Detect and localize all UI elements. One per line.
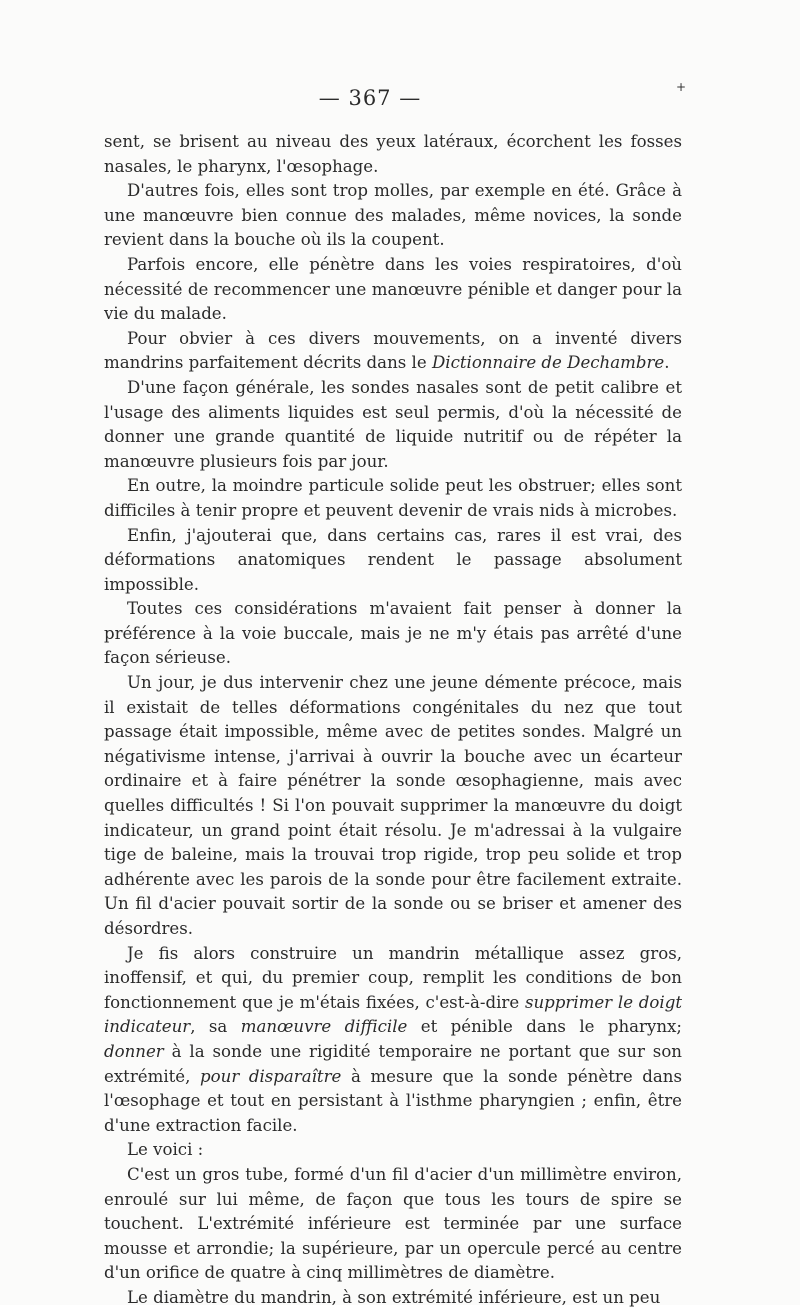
paragraph: Un jour, je dus intervenir chez une jeune démente précoce, mais il existait de telles déformations congénitales du nez que tout passage était impossible, même avec de petites sondes. Malgré un négativisme intense, j'arrivai à ouvrir la bouche avec un écarteur ordinaire et à faire pénétrer la sonde œsophagienne, mais avec quelles difficultés ! Si l'on pouvait supprimer la manœuvre du doigt indicateur, un grand point était résolu. Je m'adressai à la vulgaire tige de baleine, mais la trouvai trop rigide, trop peu solide et trop adhérente avec les parois de la sonde pour être facilement extraite. Un fil d'acier pouvait sortir de la sonde ou se briser et amener des désordres. bbox=[104, 673, 682, 938]
paragraph: Pour obvier à ces divers mouvements, on a inventé divers mandrins parfaitement décrits dans le Dictionnaire de Dechambre. bbox=[104, 328, 682, 373]
italic-phrase: pour disparaître bbox=[200, 1066, 342, 1086]
paragraph: Parfois encore, elle pénètre dans les voies respiratoires, d'où nécessité de recommencer une manœuvre pénible et danger pour la vie du malade. bbox=[104, 254, 682, 324]
paragraph: Le diamètre du mandrin, à son extrémité inférieure, est un peu bbox=[127, 1287, 661, 1307]
paragraph: En outre, la moindre particule solide peut les obstruer; elles sont difficiles à tenir propre et peuvent devenir de vrais nids à microbes. bbox=[104, 476, 682, 520]
italic-title: Dictionnaire de Dechambre bbox=[431, 353, 665, 373]
paragraph: Je fis alors construire un mandrin métallique assez gros, inoffensif, et qui, du premier coup, remplit les conditions de bon fonctionnement que je m'étais fixées, c'est-à-dire supprimer le doigt indicateur, sa manœuvre difficile et pénible dans le pharynx; donner à la sonde une rigidité temporaire ne portant que sur son extrémité, pour disparaître à mesure que la sonde pénètre dans l'œsophage et tout en persistant à l'isthme pharyngien ; enfin, être d'une extraction facile. bbox=[104, 943, 682, 1135]
italic-phrase: supprimer le doigt indicateur bbox=[104, 992, 682, 1037]
paragraph: D'une façon générale, les sondes nasales sont de petit calibre et l'usage des aliments liquides est seul permis, d'où la nécessité de donner une grande quantité de liquide nutritif ou de répéter la manœuvre plusieurs fois par jour. bbox=[104, 377, 682, 471]
paragraph: Le voici : bbox=[127, 1140, 204, 1160]
paragraph: C'est un gros tube, formé d'un fil d'acier d'un millimètre environ, enroulé sur lui même, de façon que tous les tours de spire se touchent. L'extrémité inférieure est terminée par une surface mousse et arrondie; la supérieure, par un opercule percé au centre d'un orifice de quatre à cinq millimètres de diamètre. bbox=[104, 1164, 682, 1283]
paragraph: Toutes ces considérations m'avaient fait penser à donner la préférence à la voie buccale, mais je ne m'y étais pas arrêté d'une façon sérieuse. bbox=[104, 599, 682, 668]
margin-mark: + bbox=[676, 80, 687, 94]
page-number: — 367 — bbox=[318, 86, 422, 110]
body-text bbox=[104, 130, 682, 1311]
paragraph: Enfin, j'ajouterai que, dans certains cas, rares il est vrai, des déformations anatomiques rendent le passage absolument impossible. bbox=[104, 525, 682, 594]
paragraph: D'autres fois, elles sont trop molles, par exemple en été. Grâce à une manœuvre bien connue des malades, même novices, la sonde revient dans la bouche où ils la coupent. bbox=[104, 181, 682, 250]
italic-phrase: donner bbox=[104, 1041, 164, 1061]
italic-phrase: manœuvre difficile bbox=[240, 1017, 408, 1037]
paragraph: sent, se brisent au niveau des yeux latéraux, écorchent les fosses nasales, le pharynx, l'œsophage. bbox=[104, 132, 682, 176]
